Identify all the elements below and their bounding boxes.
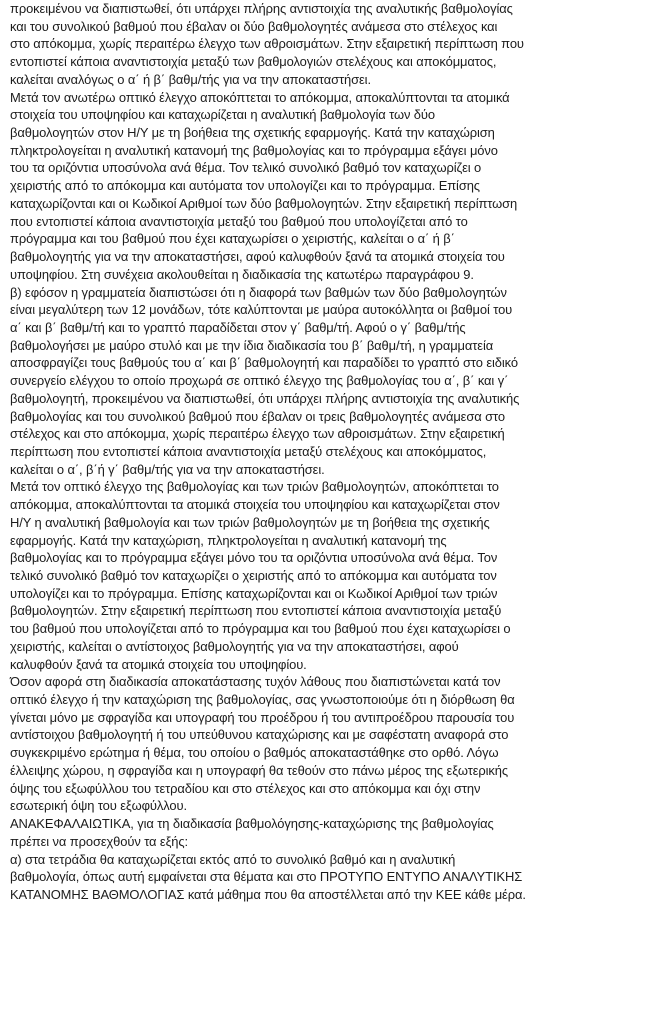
text-line-36: του βαθμού που υπολογίζεται από το πρόγραμμα και του βαθμού που έχει καταχωρίσει ο	[10, 621, 511, 637]
text-line-19: α΄ και β΄ βαθμ/τή και το γραπτό παραδίδεται στον γ΄ βαθμ/τή. Αφού ο γ΄ βαθμ/τής	[10, 319, 466, 335]
text-line-30: Η/Υ η αναλυτική βαθμολογία και των τριών βαθμολογητών με τη βοήθεια της σχετικής	[10, 514, 490, 530]
text-line-27: καλείται ο α΄, β΄ή γ΄ βαθμ/τής για να την αποκαταστήσει.	[10, 461, 325, 477]
text-line-32: βαθμολογίας και το πρόγραμμα εξάγει μόνο του τα οριζόντια υποσύνολα ανά θέμα. Τον	[10, 550, 498, 566]
text-line-26: περίπτωση που εντοπιστεί κάποια αναντιστοιχία μεταξύ στελέχους και αποκόμματος,	[10, 443, 487, 459]
text-line-11: χειριστής από το απόκομμα και αυτόματα τον υπολογίζει και το πρόγραμμα. Επίσης	[10, 178, 480, 194]
text-line-2: και του συνολικού βαθμού που έβαλαν οι δύο βαθμολογητές ανάμεσα στο στέλεχος και	[10, 18, 498, 34]
text-line-14: πρόγραμμα και του βαθμού που έχει καταχωρίσει ο χειριστής, καλείται ο α΄ ή β΄	[10, 231, 455, 247]
text-line-53	[10, 921, 645, 939]
text-line-4: εντοπιστεί κάποια αναντιστοιχία μεταξύ των βαθμολογιών στελέχους και αποκόμματος,	[10, 54, 497, 70]
text-line-9: πληκτρολογείται η αναλυτική κατανομή της βαθμολογίας και το πρόγραμμα εξάγει μόνο	[10, 142, 498, 158]
text-line-28: Μετά τον οπτικό έλεγχο της βαθμολογίας και των τριών βαθμολογητών, αποκόπτεται το	[10, 479, 499, 495]
text-line-34: υπολογίζει και το πρόγραμμα. Επίσης καταχωρίζονται και οι Κωδικοί Αριθμοί των τριών	[10, 585, 498, 601]
text-line-57	[10, 992, 645, 1010]
text-line-40: οπτικό έλεγχο ή την καταχώριση της βαθμολογίας, σας γνωστοποιούμε ότι η διόρθωση θα	[10, 692, 515, 708]
text-line-25: στέλεχος και στο απόκομμα, χωρίς περαιτέρω έλεγχο των αθροισμάτων. Στην εξαιρετική	[10, 426, 505, 442]
text-line-17: β) εφόσον η γραμματεία διαπιστώσει ότι η διαφορά των βαθμών των δύο βαθμολογητών	[10, 284, 507, 300]
text-line-7: στοιχεία του υποψηφίου και καταχωρίζεται η αναλυτική βαθμολογία των δύο	[10, 107, 435, 123]
text-line-37: χειριστής, καλείται ο αντίστοιχος βαθμολογητής για να την αποκαταστήσει, αφού	[10, 638, 459, 654]
text-line-5: καλείται αναλόγως ο α΄ ή β΄ βαθμ/τής για να την αποκαταστήσει.	[10, 71, 371, 87]
text-line-46: εσωτερική όψη του εξωφύλλου.	[10, 798, 187, 814]
text-line-15: βαθμολογητής για να την αποκαταστήσει, αφού καλυφθούν ξανά τα ατομικά στοιχεία του	[10, 249, 505, 265]
text-line-52	[10, 904, 645, 922]
text-line-3: στο απόκομμα, χωρίς περαιτέρω έλεγχο των αθροισμάτων. Στην εξαιρετική περίπτωση που	[10, 36, 524, 52]
text-line-44: έλλειψης χώρου, η σφραγίδα και η υπογραφή θα τεθούν στο πάνω μέρος της εξωτερικής	[10, 762, 509, 778]
text-line-16: υποψηφίου. Στη συνέχεια ακολουθείται η διαδικασία της κατωτέρω παραγράφου 9.	[10, 266, 474, 282]
text-line-10: του τα οριζόντια υποσύνολα ανά θέμα. Τον τελικό συνολικό βαθμό τον καταχωρίζει ο	[10, 160, 482, 176]
text-line-21: αποσφραγίζει τους βαθμούς του α΄ και β΄ βαθμολογητή και παραδίδει το γραπτό στο ειδικό	[10, 355, 518, 371]
text-line-54	[10, 939, 645, 957]
text-line-45: όψης του εξωφύλλου του τετραδίου και στο στέλεχος και στο απόκομμα και όχι στην	[10, 780, 481, 796]
text-line-31: εφαρμογής. Κατά την καταχώριση, πληκτρολογείται η αναλυτική κατανομή της	[10, 532, 447, 548]
text-line-33: τελικό συνολικό βαθμό τον καταχωρίζει ο χειριστής από το απόκομμα και αυτόματα τον	[10, 568, 497, 583]
text-line-13: που εντοπιστεί κάποια αναντιστοιχία μεταξύ του βαθμού που υπολογίζεται από το	[10, 213, 468, 229]
text-line-22: συνεργείο ελέγχου το οποίο προχωρά σε οπτικό έλεγχο της βαθμολογίας του α΄, β΄ και γ΄	[10, 373, 509, 389]
text-line-47: ΑΝΑΚΕΦΑΛΑΙΩΤΙΚΑ, για τη διαδικασία βαθμολόγησης-καταχώρισης της βαθμολογίας	[10, 816, 494, 832]
text-line-51: ΚΑΤΑΝΟΜΗΣ ΒΑΘΜΟΛΟΓΙΑΣ κατά μάθημα που θα αποστέλλεται από την ΚΕΕ κάθε μέρα.	[10, 886, 526, 902]
text-line-8: βαθμολογητών στον Η/Υ με τη βοήθεια της σχετικής εφαρμογής. Κατά την καταχώριση	[10, 125, 495, 141]
text-line-42: αντίστοιχου βαθμολογητή ή του υπεύθυνου καταχώρισης και με σαφέστατη αναφορά στο	[10, 727, 509, 743]
text-line-12: καταχωρίζονται και οι Κωδικοί Αριθμοί των δύο βαθμολογητών. Στην εξαιρετική περίπτωση	[10, 195, 518, 211]
text-line-39: Όσον αφορά στη διαδικασία αποκατάστασης τυχόν λάθους που διαπιστώνεται κατά τον	[10, 674, 501, 690]
text-line-49: α) στα τετράδια θα καταχωρίζεται εκτός από το συνολικό βαθμό και η αναλυτική	[10, 851, 456, 867]
text-line-43: συγκεκριμένο ερώτημα ή θέμα, του οποίου ο βαθμός αποκαταστάθηκε στο ορθό. Λόγω	[10, 745, 499, 761]
text-line-55	[10, 957, 645, 975]
text-line-20: βαθμολογήσει με μαύρο στυλό και με την ίδια διαδικασία του β΄ βαθμ/τή, η γραμματεία	[10, 337, 494, 353]
text-line-35: βαθμολογητών. Στην εξαιρετική περίπτωση που εντοπιστεί κάποια αναντιστοιχία μεταξύ	[10, 603, 502, 619]
document-body	[10, 0, 645, 1010]
text-line-24: βαθμολογίας και του συνολικού βαθμού που έβαλαν οι τρεις βαθμολογητές ανάμεσα στο	[10, 408, 505, 424]
text-line-48: πρέπει να προσεχθούν τα εξής:	[10, 833, 188, 849]
text-line-38: καλυφθούν ξανά τα ατομικά στοιχεία του υποψηφίου.	[10, 656, 307, 672]
text-line-50: βαθμολογία, όπως αυτή εμφαίνεται στα θέματα και στο ΠΡΟΤΥΠΟ ΕΝΤΥΠΟ ΑΝΑΛΥΤΙΚΗΣ	[10, 869, 523, 885]
text-line-41: γίνεται μόνο με σφραγίδα και υπογραφή του προέδρου ή του αντιπροέδρου παρουσία του	[10, 709, 515, 725]
text-line-6: Μετά τον ανωτέρω οπτικό έλεγχο αποκόπτεται το απόκομμα, αποκαλύπτονται τα ατομικά	[10, 89, 510, 105]
text-line-56	[10, 975, 645, 993]
text-line-23: βαθμολογητή, προκειμένου να διαπιστωθεί, ότι υπάρχει πλήρης αντιστοιχία της αναλυτικής	[10, 390, 520, 406]
text-line-18: είναι μεγαλύτερη των 12 μονάδων, τότε καλύπτονται με μαύρα αυτοκόλλητα οι βαθμοί του	[10, 302, 513, 318]
text-line-1: προκειμένου να διαπιστωθεί, ότι υπάρχει πλήρης αντιστοιχία της αναλυτικής βαθμολογίας	[10, 1, 513, 16]
text-line-29: απόκομμα, αποκαλύπτονται τα ατομικά στοιχεία του υποψηφίου και καταχωρίζεται στον	[10, 497, 500, 513]
